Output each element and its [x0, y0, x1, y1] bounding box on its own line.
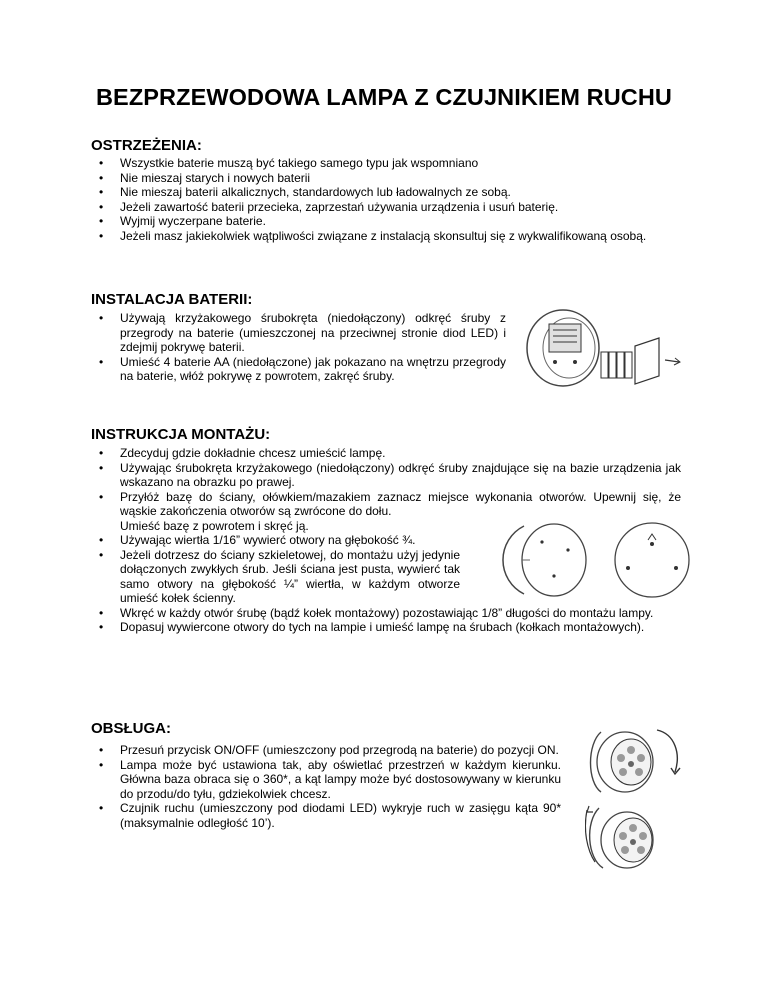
list-item: • Używając śrubokręta krzyżakowego (niedołączony) odkręć śruby znajdujące się na bazie urządzenia jak wskazano na obrazku po prawej.: [91, 461, 681, 490]
list-item: Umieść bazę z powrotem i skręć ją.: [120, 518, 309, 533]
battery-heading: INSTALACJA BATERII:: [91, 291, 253, 308]
list-item: • Jeżeli zawartość baterii przecieka, zaprzestań używania urządzenia i usuń baterię.: [91, 200, 681, 215]
list-item: • Używają krzyżakowego śrubokręta (niedołączony) odkręć śruby z przegrody na baterie (umieszczonej na przeciwnej stronie diod LED) i zdejmij pokrywę baterii.: [91, 311, 506, 355]
list-item: • Czujnik ruchu (umieszczony pod diodami LED) wykryje ruch w zasięgu kąta 90* (maksymalnie odległość 10’).: [91, 801, 561, 830]
list-item: • Umieść 4 baterie AA (niedołączone) jak pokazano na wnętrzu przegrody na baterie, włóż pokrywę z powrotem, zakręć śruby.: [91, 355, 506, 384]
list-item: • Jeżeli dotrzesz do ściany szkieletowej, do montażu użyj jedynie dołączonych zwykłych śrub. Jeśli ściana jest pusta, wywierć tak samo otwory na głębokość ¼” wiertła, w każdym otworze umieść kołek ścienny.: [91, 548, 460, 606]
lamp-rotation-illustration: [585, 722, 685, 877]
list-item: • Wszystkie baterie muszą być takiego samego typu jak wspomniano: [91, 156, 681, 171]
mounting-screws-illustration: [612, 520, 692, 600]
list-item: • Wyjmij wyczerpane baterie.: [91, 214, 681, 229]
list-item: • Lampa może być ustawiona tak, aby oświetlać przestrzeń w każdym kierunku. Główna baza obraca się o 360*, a kąt lampy może być dostosowywany w kierunku do przodu/do tyłu, gdziekolwiek chcesz.: [91, 758, 561, 802]
document-title: BEZPRZEWODOWA LAMPA Z CZUJNIKIEM RUCHU: [95, 84, 673, 110]
operation-heading: OBSŁUGA:: [91, 720, 171, 737]
list-item: • Zdecyduj gdzie dokładnie chcesz umieścić lampę.: [91, 446, 681, 461]
warnings-heading: OSTRZEŻENIA:: [91, 137, 202, 154]
list-item: • Jeżeli masz jakiekolwiek wątpliwości związane z instalacją skonsultuj się z wykwalifikowaną osobą.: [91, 229, 681, 244]
list-item: • Przyłóż bazę do ściany, ołówkiem/mazakiem zaznacz miejsce wykonania otworów. Upewnij się, że wąskie zakończenia otworów są zwrócone do dołu.: [91, 490, 681, 519]
list-item: • Dopasuj wywiercone otwory do tych na lampie i umieść lampę na śrubach (kołkach montażowych).: [91, 620, 681, 635]
list-item: • Nie mieszaj baterii alkalicznych, standardowych lub ładowalnych ze sobą.: [91, 185, 681, 200]
mounting-base-illustration: [502, 520, 592, 600]
list-item: • Używając wiertła 1/16” wywierć otwory na głębokość ¾.: [91, 533, 681, 548]
battery-compartment-illustration: [525, 300, 685, 390]
mounting-heading: INSTRUKCJA MONTAŻU:: [91, 426, 271, 443]
list-item: • Nie mieszaj starych i nowych baterii: [91, 171, 681, 186]
warnings-list: [91, 156, 681, 243]
operation-list: [91, 743, 561, 830]
battery-list: [91, 311, 506, 384]
list-item: • Przesuń przycisk ON/OFF (umieszczony pod przegrodą na baterie) do pozycji ON.: [91, 743, 561, 758]
mounting-list: [91, 446, 681, 635]
list-item: • Wkręć w każdy otwór śrubę (bądź kołek montażowy) pozostawiając 1/8” długości do montażu lampy.: [91, 606, 681, 621]
